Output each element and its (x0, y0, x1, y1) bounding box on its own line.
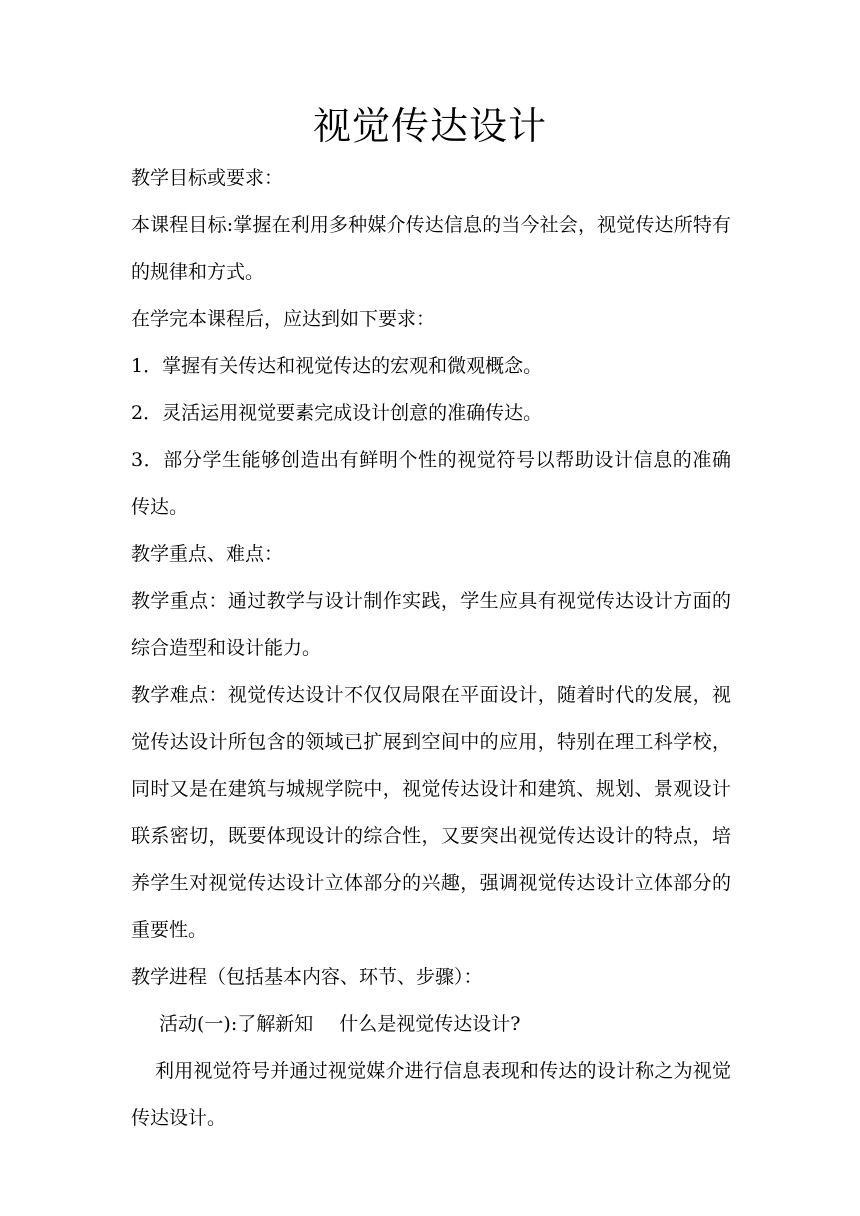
activity-question: 什么是视觉传达设计? (339, 1013, 521, 1035)
paragraph-key-point: 教学重点：通过教学与设计制作实践，学生应具有视觉传达设计方面的综合造型和设计能力。 (131, 590, 731, 659)
paragraph-process-heading: 教学进程（包括基本内容、环节、步骤）： (131, 966, 483, 988)
activity-label: 活动(一):了解新知 (159, 1013, 314, 1035)
paragraph-course-goal: 本课程目标:掌握在利用多种媒介传达信息的当今社会，视觉传达所特有的规律和方式。 (131, 214, 731, 283)
document-body (131, 155, 731, 1142)
paragraph-requirements-intro: 在学完本课程后，应达到如下要求： (131, 308, 436, 330)
requirement-item-1: 1．掌握有关传达和视觉传达的宏观和微观概念。 (131, 355, 543, 377)
paragraph-key-points-heading: 教学重点、难点： (131, 543, 284, 565)
paragraph-definition: 利用视觉符号并通过视觉媒介进行信息表现和传达的设计称之为视觉传达设计。 (131, 1060, 731, 1129)
requirement-item-2: 2．灵活运用视觉要素完成设计创意的准确传达。 (131, 402, 543, 424)
paragraph-difficulty: 教学难点：视觉传达设计不仅仅局限在平面设计，随着时代的发展，视觉传达设计所包含的领域已扩展到空间中的应用，特别在理工科学校，同时又是在建筑与城规学院中，视觉传达设计和建筑、规划、景观设计联系密切，既要体现设计的综合性，又要突出视觉传达设计的特点，培养学生对视觉传达设计立体部分的兴趣，强调视觉传达设计立体部分的重要性。 (131, 684, 731, 941)
paragraph-objectives-heading: 教学目标或要求： (131, 167, 284, 189)
requirement-item-3: 3．部分学生能够创造出有鲜明个性的视觉符号以帮助设计信息的准确传达。 (131, 449, 731, 518)
document-title: 视觉传达设计 (312, 104, 547, 148)
activity-line (131, 1001, 731, 1048)
